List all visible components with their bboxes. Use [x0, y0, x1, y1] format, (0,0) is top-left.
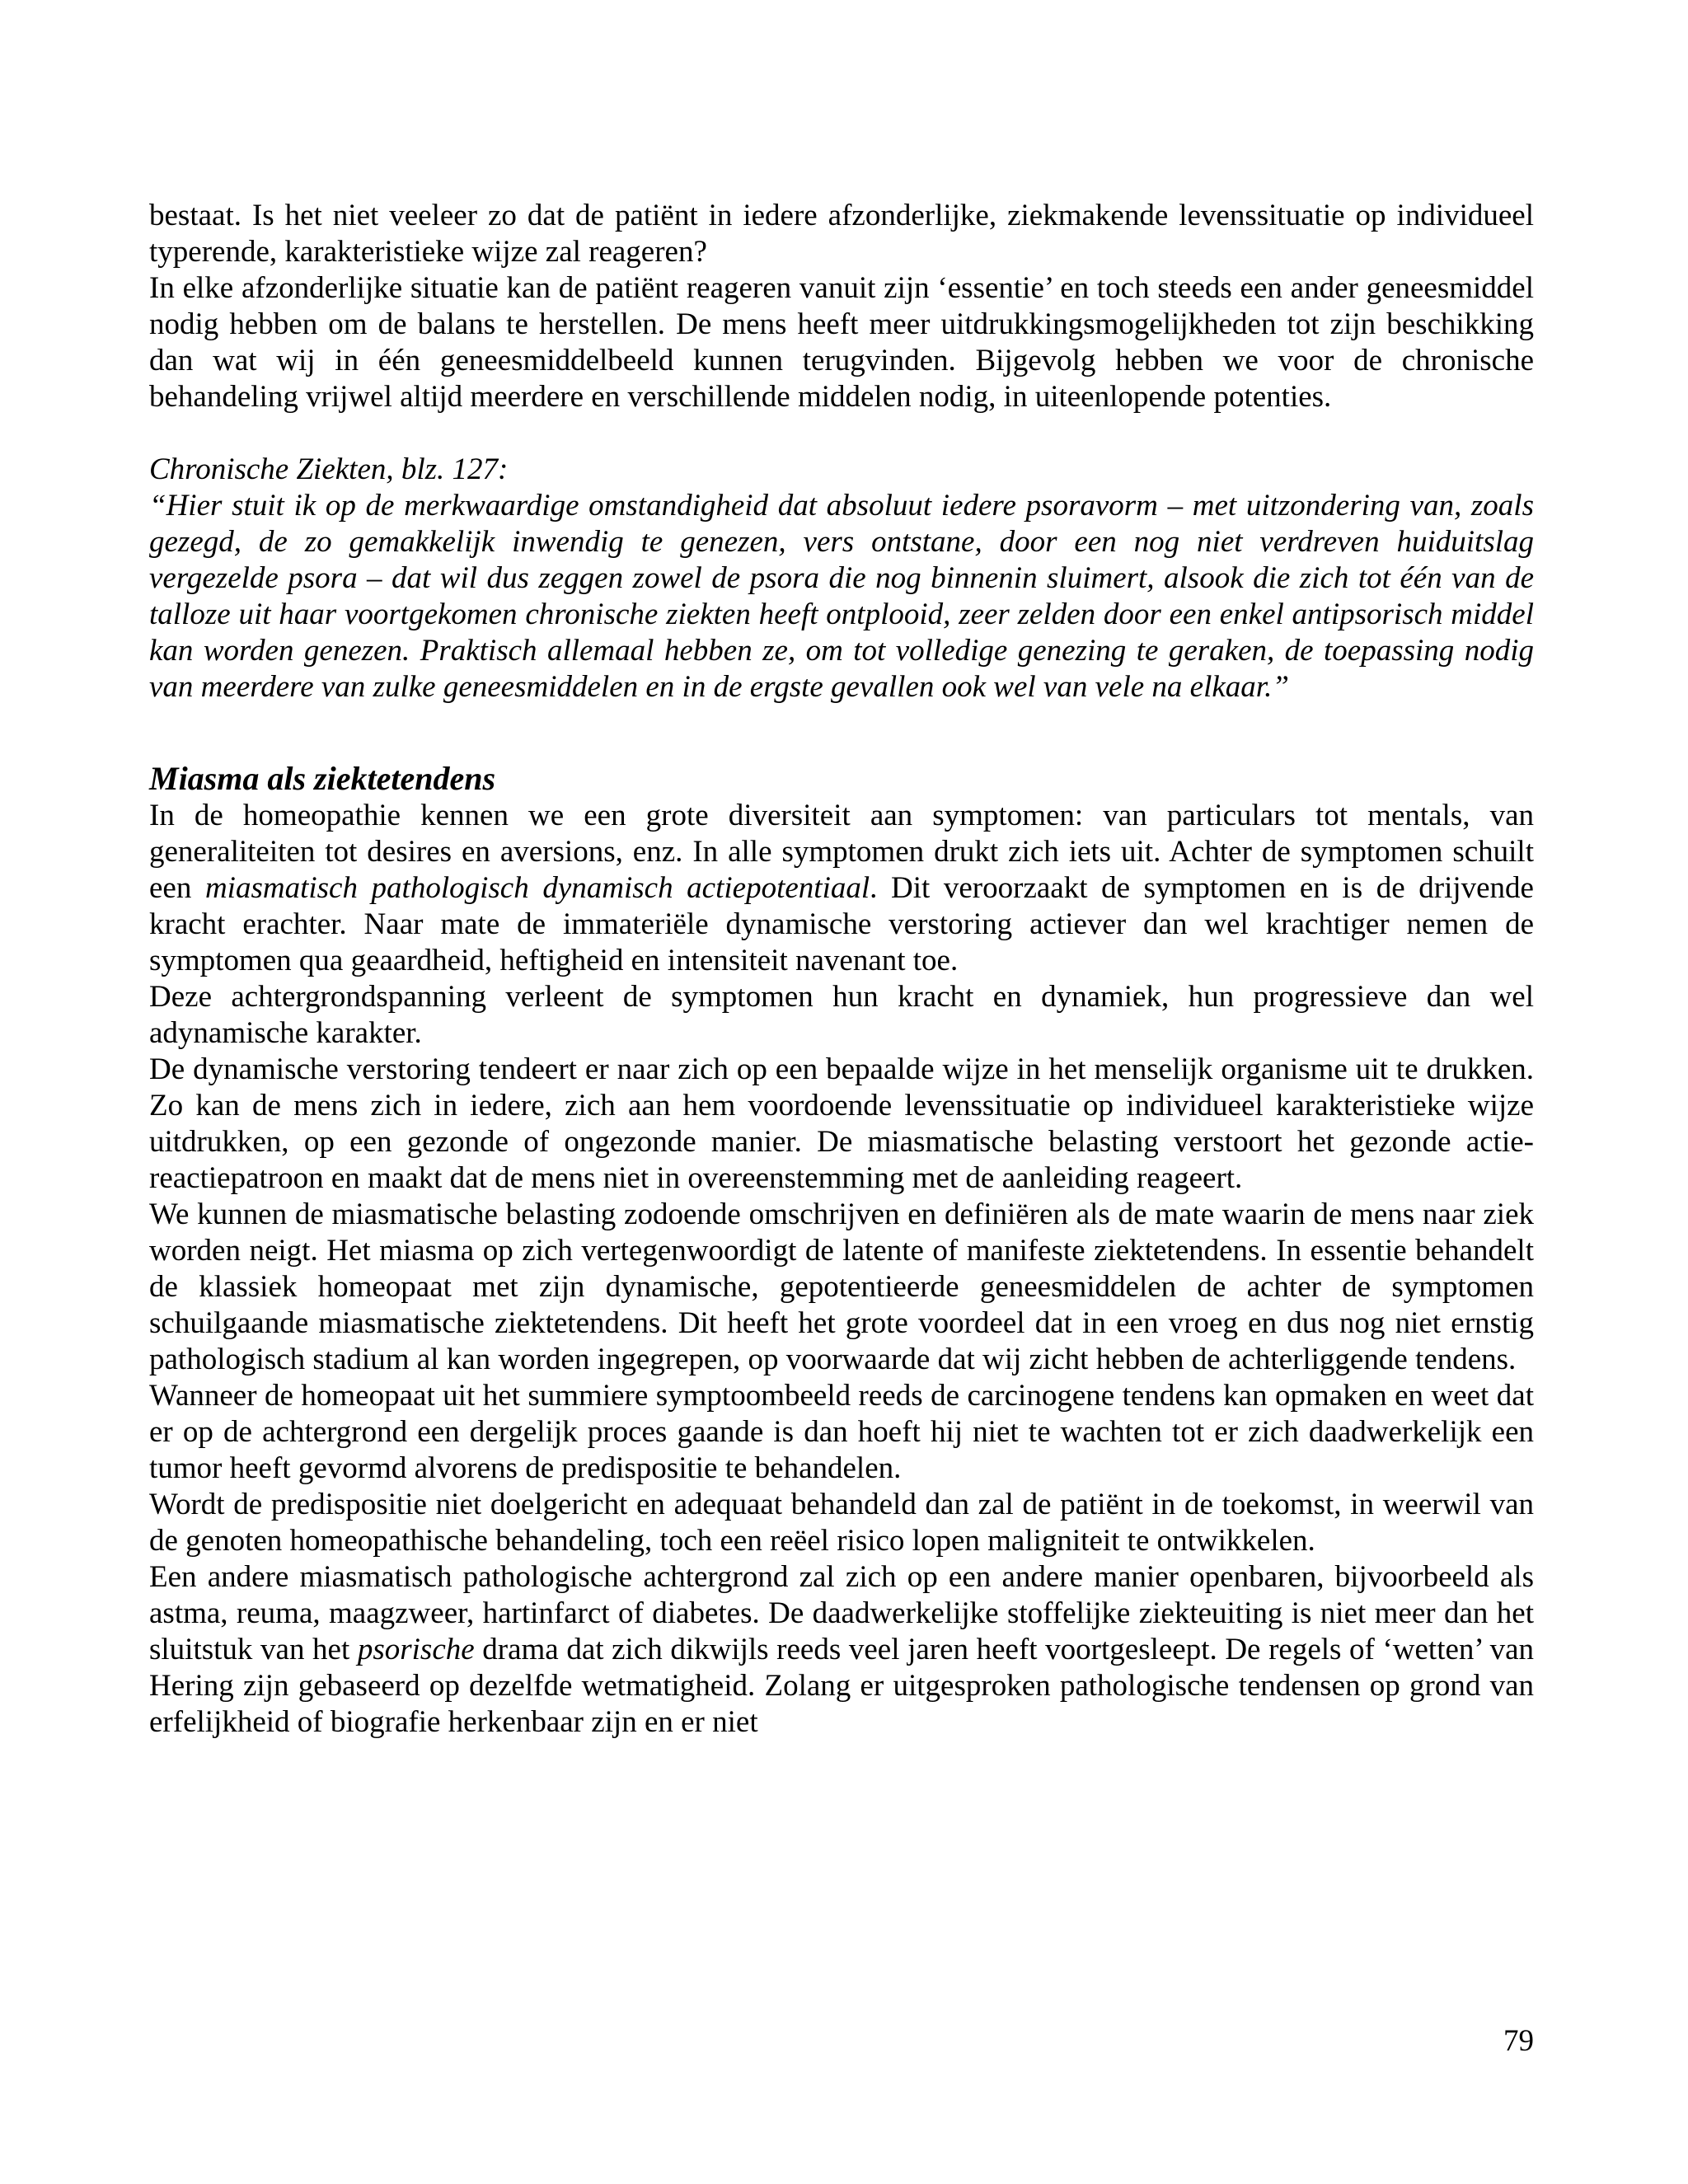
paragraph: In elke afzonderlijke situatie kan de patiënt reageren vanuit zijn ‘essentie’ en toch steeds een ander geneesmiddel nodig hebben om de balans te herstellen. De mens heeft meer uitdrukkingsmogelijkheden tot zijn beschikking dan wat wij in één geneesmiddelbeeld kunnen terugvinden. Bijgevolg hebben we voor de chronische behandeling vrijwel altijd meerdere en verschillende middelen nodig, in uiteenlopende potenties. — [149, 271, 1534, 414]
text-run: . Dit veroorzaakt de symptomen en is de drijvende kracht erachter. Naar mate de immateriële dynamische verstoring actiever dan wel krachtiger nemen de symptomen qua geaardheid, heftigheid en intensiteit navenant toe. — [149, 871, 1534, 977]
paragraph: Deze achtergrondspanning verleent de symptomen hun kracht en dynamiek, hun progressieve dan wel adynamische karakter. — [149, 980, 1534, 1050]
text-run: Een andere miasmatisch pathologische achtergrond zal zich op een andere manier openbaren, bijvoorbeeld als astma, reuma, maagzweer, hartinfarct of diabetes. De daadwerkelijke stoffelijke ziekteuiting is niet meer dan het sluitstuk van het — [149, 1560, 1534, 1666]
quote-source: Chronische Ziekten, blz. 127: — [149, 452, 509, 486]
text-run: In de homeopathie kennen we een grote diversiteit aan symptomen: van particulars tot mentals, van generaliteiten tot desires en aversions, enz. In alle symptomen drukt zich iets uit. Achter de symptomen schuilt een — [149, 799, 1534, 905]
paragraph — [149, 798, 1534, 979]
paragraph: Wordt de predispositie niet doelgericht en adequaat behandeld dan zal de patiënt in de toekomst, in weerwil van de genoten homeopathische behandeling, toch een reëel risico lopen maligniteit te ontwikkelen. — [149, 1488, 1534, 1558]
paragraph — [149, 1559, 1534, 1741]
spacer — [149, 705, 1534, 760]
spacer — [149, 415, 1534, 452]
paragraph: De dynamische verstoring tendeert er naar zich op een bepaalde wijze in het menselijk organisme uit te drukken. Zo kan de mens zich in iedere, zich aan hem voordoende levenssituatie op individueel karakteristieke wijze uitdrukken, op een gezonde of ongezonde manier. De miasmatische belasting verstoort het gezonde actie-reactiepatroon en maakt dat de mens niet in overeenstemming met de aanleiding reageert. — [149, 1052, 1534, 1195]
text-run: drama dat zich dikwijls reeds veel jaren heeft voortgesleept. De regels of ‘wetten’ van Hering zijn gebaseerd op dezelfde wetmatigheid. Zolang er uitgesproken pathologische tendensen op grond van erfelijkheid of biografie herkenbaar zijn en er niet — [149, 1633, 1534, 1739]
emphasis-text: miasmatisch pathologisch dynamisch actiepotentiaal — [204, 871, 870, 905]
paragraph: We kunnen de miasmatische belasting zodoende omschrijven en definiëren als de mate waarin de mens naar ziek worden neigt. Het miasma op zich vertegenwoordigt de latente of manifeste ziektetendens. In essentie behandelt de klassiek homeopaat met zijn dynamische, gepotentieerde geneesmiddelen de achter de symptomen schuilgaande miasmatische ziektetendens. Dit heeft het grote voordeel dat in een vroeg en dus nog niet ernstig pathologisch stadium al kan worden ingegrepen, op voorwaarde dat wij zicht hebben de achterliggende tendens. — [149, 1197, 1534, 1376]
section-heading: Miasma als ziektetendens — [149, 760, 496, 797]
paragraph: Wanneer de homeopaat uit het summiere symptoombeeld reeds de carcinogene tendens kan opmaken en weet dat er op de achtergrond een dergelijk proces gaande is dan hoeft hij niet te wachten tot er zich daadwerkelijk een tumor heeft gevormd alvorens de predispositie te behandelen. — [149, 1379, 1534, 1485]
emphasis-text: psorische — [357, 1633, 475, 1666]
paragraph: bestaat. Is het niet veeleer zo dat de patiënt in iedere afzonderlijke, ziekmakende levenssituatie op individueel typerende, karakteristieke wijze zal reageren? — [149, 199, 1534, 269]
page-number: 79 — [1503, 2024, 1534, 2058]
page-body — [149, 198, 1534, 1741]
block-quote: “Hier stuit ik op de merkwaardige omstandigheid dat absoluut iedere psoravorm – met uitzondering van, zoals gezegd, de zo gemakkelijk inwendig te genezen, vers ontstane, door een nog niet verdreven huiduitslag vergezelde psora – dat wil dus zeggen zowel de psora die nog binnenin sluimert, alsook die zich tot één van de talloze uit haar voortgekomen chronische ziekten heeft ontplooid, zeer zelden door een enkel antipsorisch middel kan worden genezen. Praktisch allemaal hebben ze, om tot volledige genezing te geraken, de toepassing nodig van meerdere van zulke geneesmiddelen en in de ergste gevallen ook wel van vele na elkaar.” — [149, 489, 1534, 704]
